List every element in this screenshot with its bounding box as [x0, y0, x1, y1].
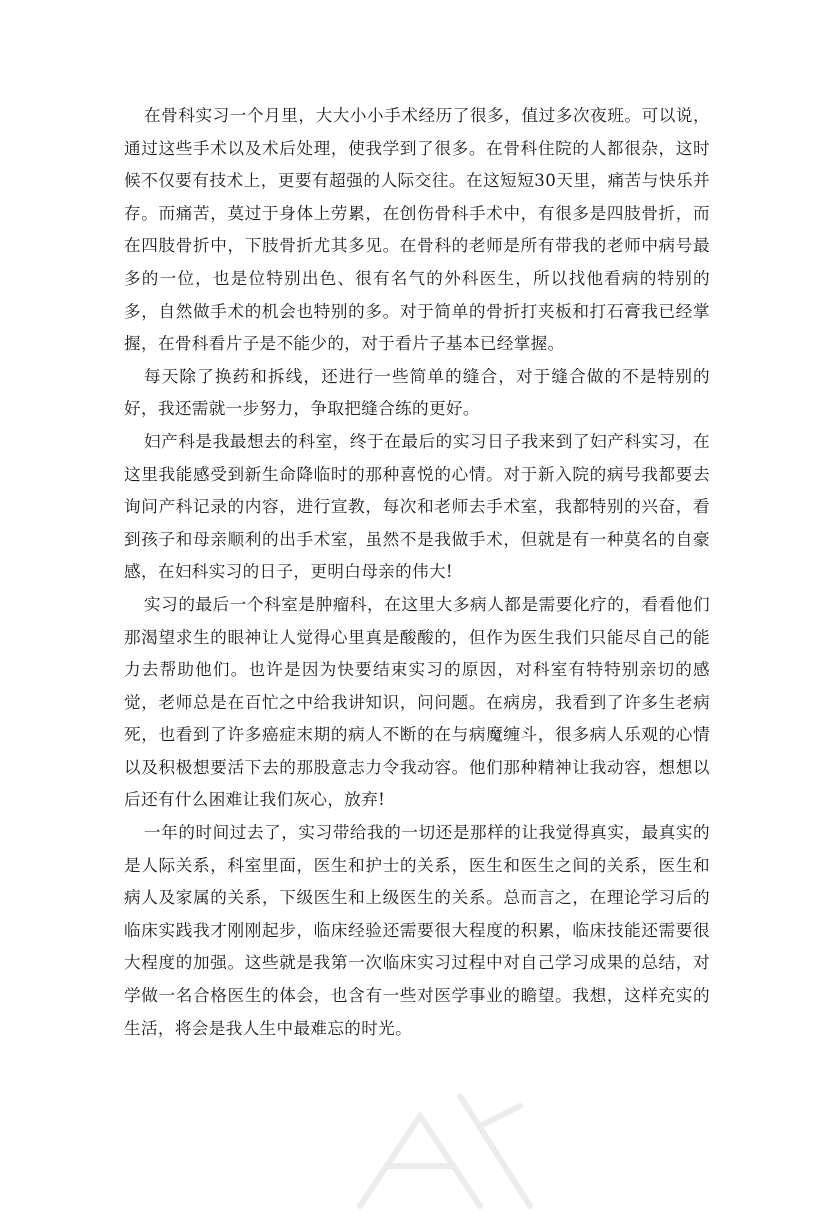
- paragraph-obstetrics: 妇产科是我最想去的科室，终于在最后的实习日子我来到了妇产科实习，在这里我能感受到新生命降临时的那种喜悦的心情。对于新入院的病号我都要去询问产科记录的内容，进行宣教，每次和老师去手术室，我都特别的兴奋，看到孩子和母亲顺利的出手术室，虽然不是我做手术，但就是有一种莫名的自豪感，在妇科实习的日子，更明白母亲的伟大!: [124, 431, 710, 582]
- paragraph-orthopedics: 在骨科实习一个月里，大大小小手术经历了很多，值过多次夜班。可以说，通过这些手术以及术后处理，使我学到了很多。在骨科住院的人都很杂，这时候不仅要有技术上，更要有超强的人际交往。在这短短30天里，痛苦与快乐并存。而痛苦，莫过于身体上劳累，在创伤骨科手术中，有很多是四肢骨折，而在四肢骨折中，下肢骨折尤其多见。在骨科的老师是所有带我的老师中病号最多的一位，也是位特别出色、很有名气的外科医生，所以找他看病的特别的多，自然做手术的机会也特别的多。对于简单的骨折打夹板和打石膏我已经掌握，在骨科看片子是不能少的，对于看片子基本已经掌握。: [124, 106, 710, 354]
- document-body: [124, 100, 710, 1045]
- watermark-icon: [330, 1056, 550, 1216]
- paragraph-summary: 一年的时间过去了，实习带给我的一切还是那样的让我觉得真实，最真实的是人际关系，科室里面，医生和护士的关系，医生和医生之间的关系，医生和病人及家属的关系，下级医生和上级医生的关系。总而言之，在理论学习后的临床实践我才刚刚起步，临床经验还需要很大程度的积累，临床技能还需要很大程度的加强。这些就是我第一次临床实习过程中对自己学习成果的总结，对学做一名合格医生的体会，也含有一些对医学事业的瞻望。我想，这样充实的生活，将会是我人生中最难忘的时光。: [124, 823, 710, 1038]
- paragraph-suturing: 每天除了换药和拆线，还进行一些简单的缝合，对于缝合做的不是特别的好，我还需就一步努力，争取把缝合练的更好。: [124, 366, 710, 419]
- paragraph-oncology: 实习的最后一个科室是肿瘤科，在这里大多病人都是需要化疗的，看看他们那渴望求生的眼神让人觉得心里真是酸酸的，但作为医生我们只能尽自己的能力去帮助他们。也许是因为快要结束实习的原因，对科室有特特别亲切的感觉，老师总是在百忙之中给我讲知识，问问题。在病房，我看到了许多生老病死，也看到了许多癌症末期的病人不断的在与病魔缠斗，很多病人乐观的心情以及积极想要活下去的那股意志力令我动容。他们那种精神让我动容，想想以后还有什么困难让我们灰心，放弃!: [124, 594, 710, 810]
